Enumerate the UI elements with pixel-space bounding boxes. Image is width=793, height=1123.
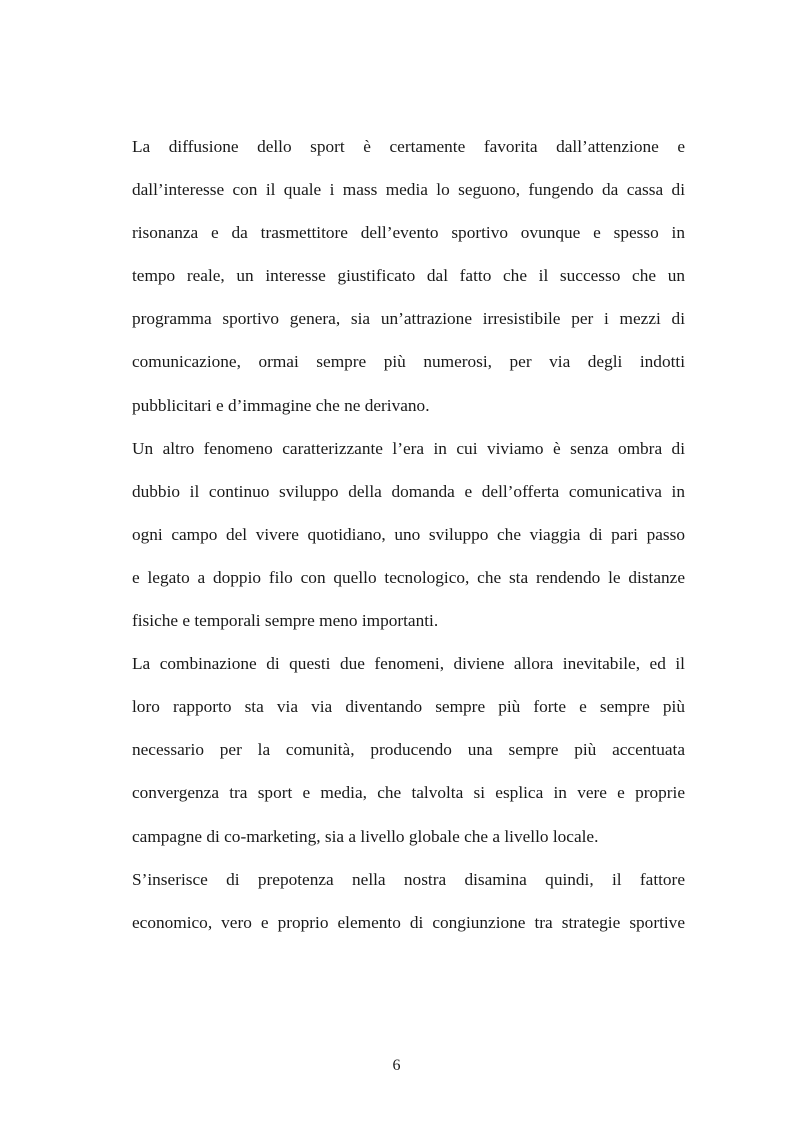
text-line: risonanza e da trasmettitore dell’evento sportivo ovunque e spesso in (132, 223, 685, 243)
text-line: e legato a doppio filo con quello tecnologico, che sta rendendo le distanze (132, 567, 685, 587)
text-line: S’inserisce di prepotenza nella nostra disamina quindi, il fattore (132, 869, 685, 889)
text-line: convergenza tra sport e media, che talvolta si esplica in vere e proprie (132, 783, 685, 803)
text-line: fisiche e temporali sempre meno importanti. (132, 611, 439, 631)
text-line: loro rapporto sta via via diventando sempre più forte e sempre più (132, 697, 685, 717)
text-line: economico, vero e proprio elemento di congiunzione tra strategie sportive (132, 912, 685, 932)
text-line: La diffusione dello sport è certamente favorita dall’attenzione e (132, 137, 685, 156)
text-line: dubbio il continuo sviluppo della domanda e dell’offerta comunicativa in (132, 481, 685, 501)
text-line: dall’interesse con il quale i mass media lo seguono, fungendo da cassa di (132, 180, 685, 200)
page-number: 6 (392, 1057, 401, 1074)
text-line: pubblicitari e d’immagine che ne derivano. (132, 395, 430, 415)
text-line: campagne di co-marketing, sia a livello globale che a livello locale. (132, 826, 599, 846)
text-line: tempo reale, un interesse giustificato dal fatto che il successo che un (132, 266, 685, 286)
text-line: necessario per la comunità, producendo una sempre più accentuata (132, 740, 685, 760)
text-line: La combinazione di questi due fenomeni, diviene allora inevitabile, ed il (132, 654, 685, 674)
text-line: Un altro fenomeno caratterizzante l’era in cui viviamo è senza ombra di (132, 438, 685, 458)
text-line: ogni campo del vivere quotidiano, uno sviluppo che viaggia di pari passo (132, 524, 685, 544)
body-text (132, 125, 685, 944)
text-line: comunicazione, ormai sempre più numerosi, per via degli indotti (132, 352, 685, 372)
text-line: programma sportivo genera, sia un’attrazione irresistibile per i mezzi di (132, 309, 685, 329)
